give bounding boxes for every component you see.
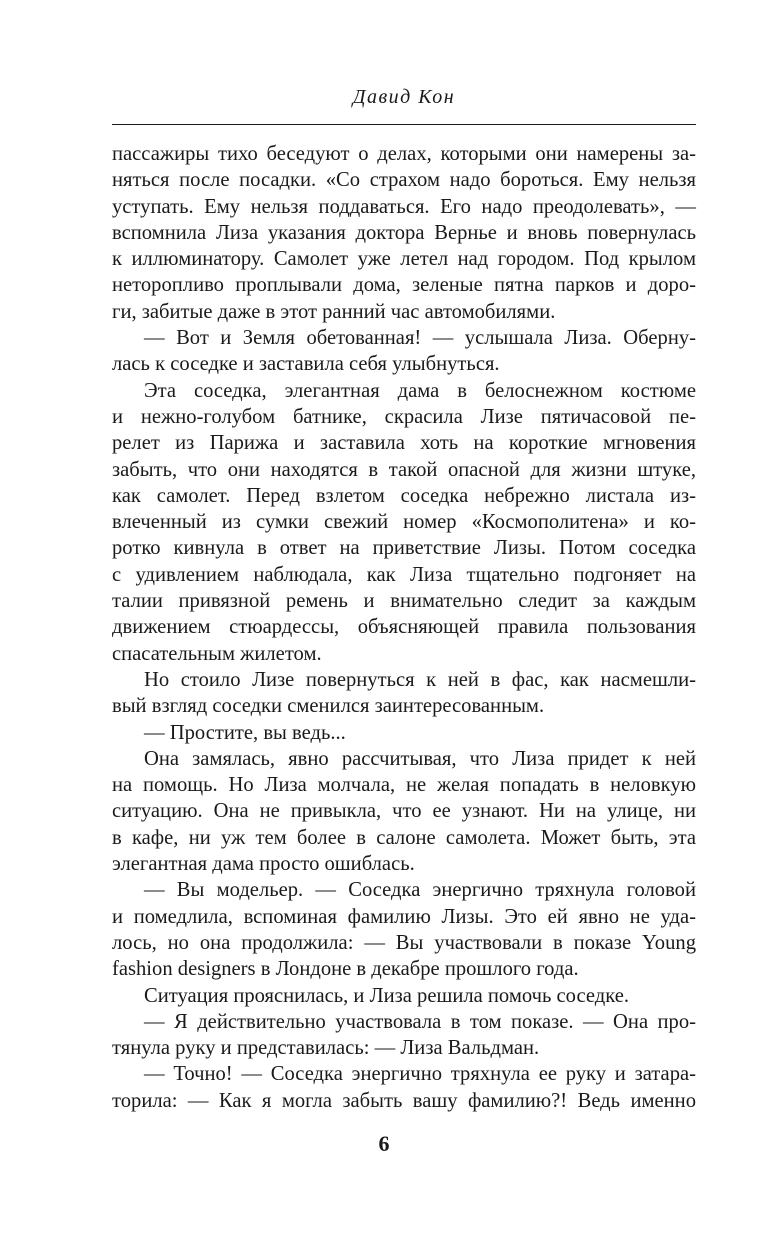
text-line: талии привязной ремень и внимательно следит за каждым xyxy=(112,590,696,613)
text-line: няться после посадки. «Со страхом надо бороться. Ему нельзя xyxy=(112,169,696,192)
body-text xyxy=(112,141,696,1114)
text-line: вый взгляд соседки сменился заинтересованным. xyxy=(112,695,545,718)
text-line: неторопливо проплывали дома, зеленые пятна парков и доро- xyxy=(112,274,696,297)
text-line: — Вот и Земля обетованная! — услышала Лиза. Оберну- xyxy=(144,327,696,350)
text-line: ротко кивнула в ответ на приветствие Лизы. Потом соседка xyxy=(112,537,696,560)
text-line: в кафе, ни уж тем более в салоне самолета. Может быть, эта xyxy=(112,826,696,849)
text-line: ги, забитые даже в этот ранний час автомобилями. xyxy=(112,300,556,323)
text-line: Ситуация прояснилась, и Лиза решила помочь соседке. xyxy=(144,984,629,1007)
text-line: Она замялась, явно рассчитывая, что Лиза придет к ней xyxy=(144,747,696,770)
text-line: лось, но она продолжила: — Вы участвовали в показе Young xyxy=(112,931,696,954)
text-line: на помощь. Но Лиза молчала, не желая попадать в неловкую xyxy=(112,774,696,797)
text-line: Но стоило Лизе повернуться к ней в фас, как насмешли- xyxy=(144,668,696,691)
text-line: ситуацию. Она не привыкла, что ее узнают. Ни на улице, ни xyxy=(112,800,696,823)
text-line: как самолет. Перед взлетом соседка небрежно листала из- xyxy=(112,484,696,507)
text-line: забыть, что они находятся в такой опасной для жизни штуке, xyxy=(112,458,696,481)
running-head-author: Давид Кон xyxy=(352,86,456,108)
text-line: элегантная дама просто ошиблась. xyxy=(112,853,415,876)
text-line: с удивлением наблюдала, как Лиза тщательно подгоняет на xyxy=(112,563,696,586)
text-line: уступать. Ему нельзя поддаваться. Его надо преодолевать», — xyxy=(112,195,696,218)
text-line: — Простите, вы ведь... xyxy=(144,721,346,744)
text-line: вспомнила Лиза указания доктора Вернье и вновь повернулась xyxy=(112,221,696,244)
text-line: торила: — Как я могла забыть вашу фамилию?! Ведь именно xyxy=(112,1089,696,1112)
text-line: — Точно! — Соседка энергично тряхнула ее руку и затара- xyxy=(144,1063,696,1086)
text-line: движением стюардессы, объясняющей правила пользования xyxy=(112,616,696,639)
text-line: лась к соседке и заставила себя улыбнуться. xyxy=(112,353,500,376)
text-line: и нежно-голубом батнике, скрасила Лизе пятичасовой пе- xyxy=(112,405,696,428)
text-line: fashion designers в Лондоне в декабре прошлого года. xyxy=(112,958,579,981)
text-line: пассажиры тихо беседуют о делах, которыми они намерены за- xyxy=(112,143,696,165)
header-rule xyxy=(112,124,696,125)
text-line: тянула руку и представилась: — Лиза Вальдман. xyxy=(112,1037,540,1060)
text-line: спасательным жилетом. xyxy=(112,642,322,665)
text-line: Эта соседка, элегантная дама в белоснежном костюме xyxy=(144,379,696,402)
text-line: релет из Парижа и заставила хоть на короткие мгновения xyxy=(112,432,696,455)
page-number: 6 xyxy=(378,1131,390,1156)
text-line: — Я действительно участвовала в том показе. — Она про- xyxy=(144,1010,696,1033)
text-line: к иллюминатору. Самолет уже летел над городом. Под крылом xyxy=(112,248,696,271)
text-line: — Вы модельер. — Соседка энергично тряхнула головой xyxy=(144,879,696,902)
text-line: и помедлила, вспоминая фамилию Лизы. Это ей явно не уда- xyxy=(112,905,696,928)
text-line: влеченный из сумки свежий номер «Космополитена» и ко- xyxy=(112,511,696,534)
